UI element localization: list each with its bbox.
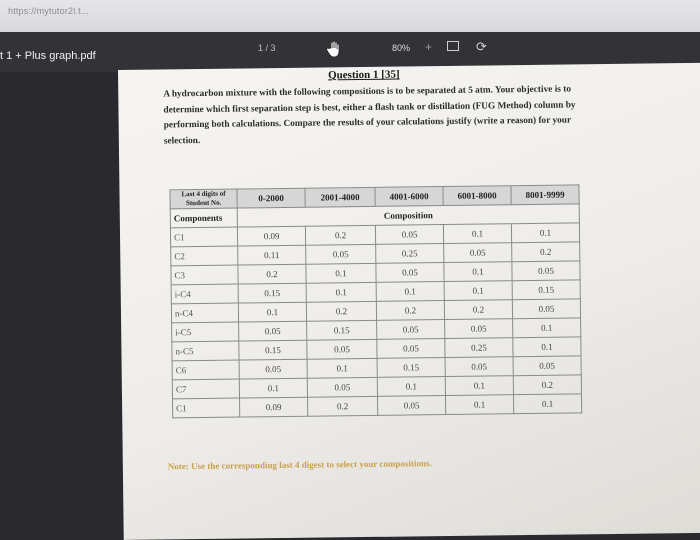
composition-value: 0.1 bbox=[444, 262, 512, 282]
file-title: t 1 + Plus graph.pdf bbox=[0, 50, 96, 62]
table-body bbox=[170, 223, 581, 418]
component-name: C6 bbox=[172, 360, 239, 380]
composition-value: 0.09 bbox=[240, 397, 308, 417]
student-number-header: Last 4 digits of Student No. bbox=[170, 189, 237, 209]
composition-value: 0.05 bbox=[444, 243, 512, 263]
note-text: Note: Use the corresponding last 4 digest to select your compositions. bbox=[167, 458, 432, 472]
pdf-page bbox=[118, 63, 700, 540]
component-name: C1 bbox=[173, 398, 240, 418]
column-header: 0-2000 bbox=[237, 188, 305, 208]
column-header: 2001-4000 bbox=[305, 187, 375, 207]
composition-value: 0.1 bbox=[239, 378, 307, 398]
components-label: Components bbox=[170, 208, 237, 228]
composition-value: 0.1 bbox=[377, 377, 445, 397]
composition-value: 0.2 bbox=[306, 301, 376, 321]
composition-value: 0.11 bbox=[238, 245, 306, 265]
composition-value: 0.05 bbox=[512, 299, 580, 319]
composition-value: 0.1 bbox=[443, 224, 511, 244]
composition-value: 0.05 bbox=[375, 225, 443, 245]
composition-value: 0.1 bbox=[306, 263, 376, 283]
composition-value: 0.05 bbox=[376, 263, 444, 283]
column-header: 8001-9999 bbox=[511, 185, 579, 205]
column-header: 4001-6000 bbox=[375, 187, 443, 207]
composition-value: 0.15 bbox=[307, 320, 377, 340]
composition-value: 0.1 bbox=[511, 223, 579, 243]
hand-cursor-icon bbox=[326, 40, 342, 58]
composition-value: 0.05 bbox=[377, 320, 445, 340]
composition-value: 0.25 bbox=[376, 244, 444, 264]
composition-label: Composition bbox=[237, 204, 579, 227]
composition-value: 0.05 bbox=[239, 359, 307, 379]
composition-value: 0.05 bbox=[307, 377, 377, 397]
composition-value: 0.05 bbox=[377, 339, 445, 359]
composition-value: 0.1 bbox=[306, 282, 376, 302]
composition-value: 0.2 bbox=[238, 264, 306, 284]
composition-value: 0.05 bbox=[445, 319, 513, 339]
composition-value: 0.1 bbox=[376, 282, 444, 302]
composition-value: 0.1 bbox=[513, 394, 581, 414]
composition-value: 0.15 bbox=[238, 283, 306, 303]
composition-value: 0.1 bbox=[307, 358, 377, 378]
composition-value: 0.15 bbox=[239, 340, 307, 360]
rotate-icon[interactable]: ⟳ bbox=[476, 39, 487, 54]
composition-value: 0.1 bbox=[444, 281, 512, 301]
composition-value: 0.1 bbox=[238, 302, 306, 322]
composition-value: 0.05 bbox=[306, 244, 376, 264]
page-indicator[interactable]: 1 / 3 bbox=[258, 43, 276, 53]
component-name: n-C5 bbox=[172, 341, 239, 361]
composition-value: 0.2 bbox=[513, 375, 581, 395]
component-name: n-C4 bbox=[171, 303, 238, 323]
question-text: A hydrocarbon mixture with the following compositions is to be separated at 5 atm. Your objective is to determine which first separation step is best, either a flash tank or distillation (FUG Method) column by performing both calculations. Compare the results of your calculations justify (write a reason) for your selection. bbox=[163, 84, 576, 146]
composition-value: 0.25 bbox=[445, 338, 513, 358]
zoom-level[interactable]: 80% bbox=[392, 43, 411, 53]
composition-value: 0.1 bbox=[445, 376, 513, 396]
composition-value: 0.1 bbox=[446, 395, 514, 415]
composition-value: 0.2 bbox=[512, 242, 580, 262]
component-name: C7 bbox=[172, 379, 239, 399]
question-title: Question 1 [35] bbox=[328, 68, 400, 82]
composition-value: 0.05 bbox=[239, 321, 307, 341]
composition-value: 0.05 bbox=[512, 261, 580, 281]
composition-value: 0.15 bbox=[377, 358, 445, 378]
composition-value: 0.2 bbox=[444, 300, 512, 320]
component-name: i-C5 bbox=[172, 322, 239, 342]
fit-page-icon[interactable] bbox=[447, 41, 459, 51]
composition-value: 0.05 bbox=[378, 396, 446, 416]
composition-value: 0.05 bbox=[513, 356, 581, 376]
composition-table bbox=[169, 184, 582, 418]
component-name: C1 bbox=[170, 227, 237, 247]
composition-value: 0.05 bbox=[307, 339, 377, 359]
composition-value: 0.2 bbox=[376, 301, 444, 321]
component-name: C3 bbox=[171, 265, 238, 285]
composition-value: 0.15 bbox=[512, 280, 580, 300]
composition-value: 0.2 bbox=[305, 225, 375, 245]
composition-value: 0.09 bbox=[237, 226, 305, 246]
zoom-in-icon[interactable]: + bbox=[425, 40, 433, 54]
browser-bar bbox=[0, 0, 700, 32]
column-header: 6001-8000 bbox=[443, 186, 511, 206]
composition-value: 0.2 bbox=[308, 396, 378, 416]
composition-value: 0.1 bbox=[513, 318, 581, 338]
composition-value: 0.1 bbox=[513, 337, 581, 357]
component-name: C2 bbox=[171, 246, 238, 266]
component-name: i-C4 bbox=[171, 284, 238, 304]
table-row bbox=[173, 394, 582, 418]
url-bar[interactable]: https://mytutor2l.t... bbox=[8, 6, 89, 16]
composition-value: 0.05 bbox=[445, 357, 513, 377]
